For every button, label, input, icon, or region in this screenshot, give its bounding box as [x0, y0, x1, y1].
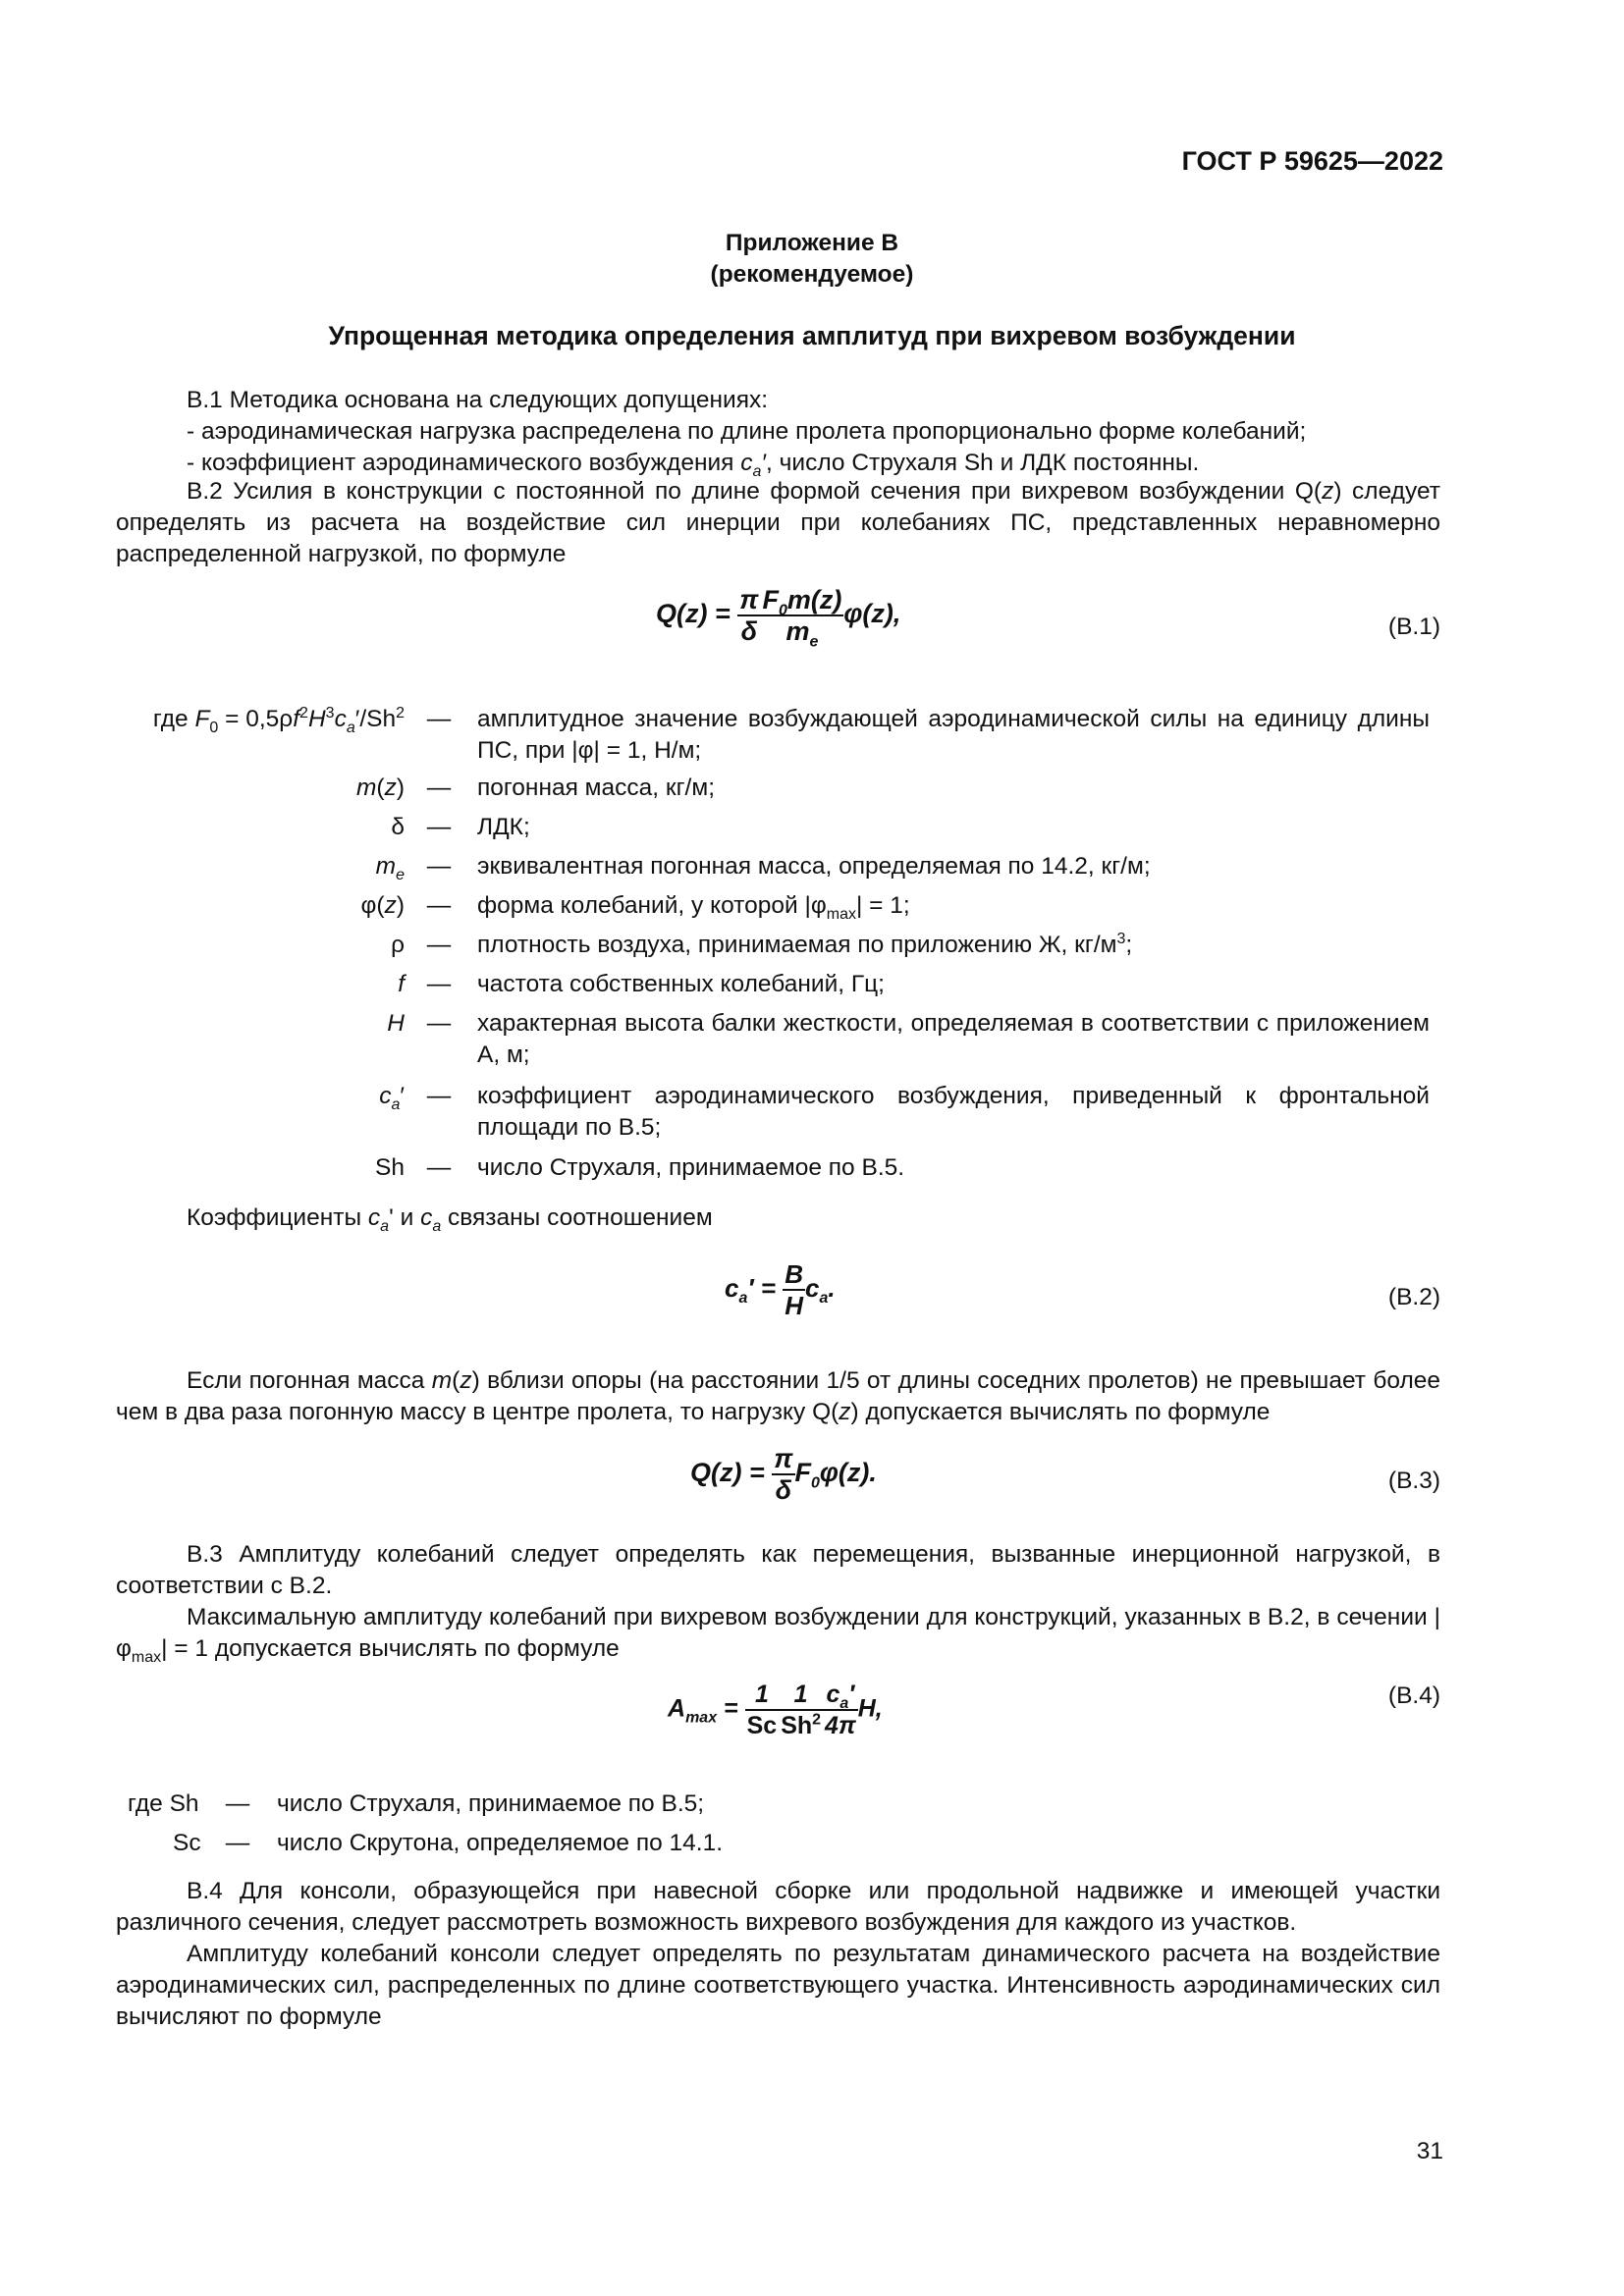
section-b2-paragraph: В.2 Усилия в конструкции с постоянной по длине формой сечения при вихревом возбуждении Q(z) следует определять из расчета на воздействие сил инерции при колебаниях ПС, представленных неравномерно распределенной нагрузкой, по формуле — [116, 478, 1440, 567]
page-number: 31 — [1416, 2138, 1443, 2164]
where-def-sh: число Струхаля, принимаемое по В.5. — [477, 1154, 905, 1181]
where-def-sc: число Скрутона, определяемое по 14.1. — [277, 1830, 724, 1856]
where-term-phi: φ(z) — [360, 892, 405, 919]
intro-line-1: В.1 Методика основана на следующих допущениях: — [187, 387, 769, 413]
where-term-sh-2: где Sh — [128, 1790, 199, 1817]
dash: — — [426, 1083, 452, 1109]
where-term-delta: δ — [391, 814, 405, 840]
where-term-me: $m_e$ — [375, 853, 405, 883]
equation-number-b2: (В.2) — [1387, 1284, 1440, 1310]
where-term-ca: $c_a'$ — [379, 1083, 405, 1113]
where-term-mz: m(z) — [355, 774, 405, 801]
where-term-rho: ρ — [391, 932, 405, 958]
where-term-sh: Sh — [375, 1154, 405, 1181]
equation-number-b4: (В.4) — [1387, 1682, 1440, 1709]
where-def-me: эквивалентная погонная масса, определяемая по 14.2, кг/м; — [477, 853, 1151, 880]
section-b4-paragraph-1: В.4 Для консоли, образующейся при навесной сборке или продольной надвижке и имеющей участки различного сечения, следует рассмотреть возможность вихревого возбуждения для каждого из участков. — [116, 1878, 1440, 1936]
dash: — — [426, 1010, 452, 1037]
where-def-mz: погонная масса, кг/м; — [477, 774, 715, 801]
mass-condition-paragraph: Если погонная масса m(z) вблизи опоры (на расстоянии 1/5 от длины соседних пролетов) не превышает более чем в два раза погонную массу в центре пролета, то нагрузку Q(z) допускается вычислять по формуле — [116, 1367, 1440, 1425]
where-def-delta: ЛДК; — [477, 814, 530, 840]
equation-number-b3: (В.3) — [1387, 1468, 1440, 1494]
section-b3-paragraph-2: Максимальную амплитуду колебаний при вихревом возбуждении для конструкций, указанных в В.2, в сечении $|\varphi_{max}| = 1$ допускается вычислять по формуле — [116, 1604, 1440, 1666]
where-def-f0: амплитудное значение возбуждающей аэродинамической силы на единицу длины ПС, при |φ| = 1, Н/м; — [477, 706, 1430, 764]
formula-b3: Q(z) = $\frac{\pi}{\delta}$ $F_0\varphi(z)$. — [690, 1444, 877, 1505]
dash: — — [426, 706, 452, 732]
dash: — — [225, 1790, 250, 1817]
where-def-ca: коэффициент аэродинамического возбуждения, приведенный к фронтальной площади по В.5; — [477, 1083, 1430, 1141]
where-term-sc: Sc — [173, 1830, 201, 1856]
section-b4-paragraph-2: Амплитуду колебаний консоли следует определять по результатам динамического расчета на воздействие аэродинамических сил, распределенных по длине соответствующего участка. Интенсивность аэродинамических сил вычисляют по формуле — [116, 1941, 1440, 2030]
where-def-phi: форма колебаний, у которой $|\varphi_{max}| = 1$; — [477, 892, 910, 923]
where-def-f: частота собственных колебаний, Гц; — [477, 971, 885, 997]
appendix-heading: Упрощенная методика определения амплитуд при вихревом возбуждении — [328, 321, 1296, 350]
dash: — — [426, 774, 452, 801]
formula-b2: $c_a'$ = $\frac{B}{H}$ $c_a$. — [725, 1259, 836, 1320]
formula-b4: $A_{max}$ = $\frac{1}{Sc}$ $\frac{1}{Sh^2}$ $\frac{c_a'}{4\pi}$ H, — [668, 1681, 883, 1739]
dash: — — [426, 971, 452, 997]
document-id: ГОСТ Р 59625—2022 — [1181, 146, 1443, 176]
dash: — — [426, 814, 452, 840]
dash: — — [426, 932, 452, 958]
dash: — — [426, 1154, 452, 1181]
where-def-h: характерная высота балки жесткости, определяемая в соответствии с приложением А, м; — [477, 1010, 1430, 1068]
where-term-f: f — [398, 971, 405, 997]
section-b3-paragraph-1: В.3 Амплитуду колебаний следует определять как перемещения, вызванные инерционной нагрузкой, в соответствии с В.2. — [116, 1541, 1440, 1599]
intro-line-2: - аэродинамическая нагрузка распределена по длине пролета пропорционально форме колебаний; — [187, 418, 1307, 445]
dash: — — [225, 1830, 250, 1856]
formula-b1: Q(z) = $\frac{\pi}{\delta}$ $\frac{F_0m(z)}{m_e}$ φ(z), — [656, 585, 901, 651]
appendix-subtitle: (рекомендуемое) — [710, 261, 914, 288]
where-def-rho: плотность воздуха, принимаемая по приложению Ж, $кг/м^3$; — [477, 930, 1133, 958]
where-term-f0: где $F_0 = 0,5\rho f^2H^3c_a'/Sh^2$ — [152, 704, 405, 736]
where-term-h: H — [387, 1010, 405, 1037]
coefficients-line: Коэффициенты $c_a'$ и $c_a$ связаны соотношением — [187, 1204, 713, 1235]
intro-line-3: - коэффициент аэродинамического возбуждения $c_a'$, число Струхаля Sh и ЛДК постоянны. — [187, 450, 1200, 480]
dash: — — [426, 892, 452, 919]
where-def-sh-2: число Струхаля, принимаемое по В.5; — [277, 1790, 705, 1817]
equation-number-b1: (В.1) — [1387, 614, 1440, 640]
appendix-title: Приложение В — [725, 230, 899, 256]
dash: — — [426, 853, 452, 880]
